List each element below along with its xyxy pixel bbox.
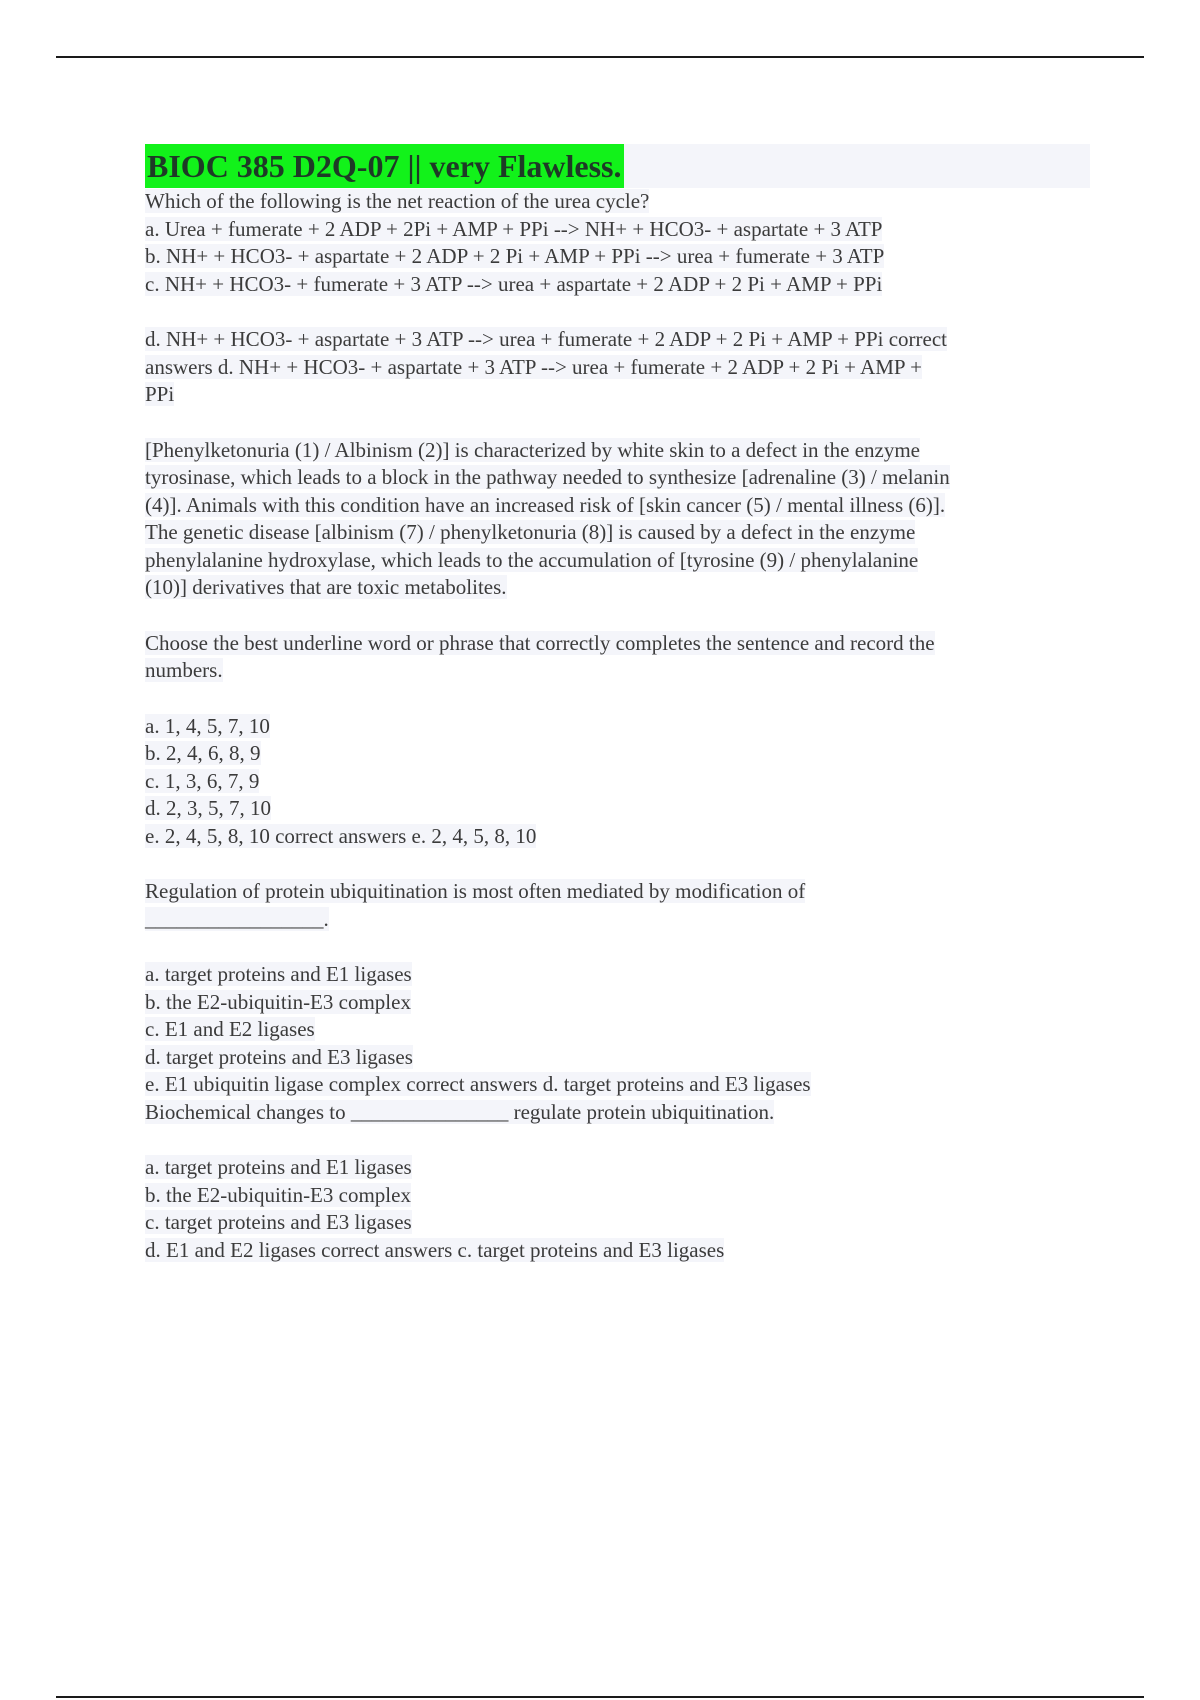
q2-options <box>145 713 1090 851</box>
q1-option-c: c. NH+ + HCO3- + fumerate + 3 ATP --> urea + aspartate + 2 ADP + 2 Pi + AMP + PPi <box>145 271 883 296</box>
document-body <box>145 144 1090 1264</box>
q4-options <box>145 1154 1090 1264</box>
q3-options <box>145 961 1090 1099</box>
list-item: d. E1 and E2 ligases correct answers c. target proteins and E3 ligases <box>145 1237 725 1262</box>
list-item: d. 2, 3, 5, 7, 10 <box>145 796 271 820</box>
list-item: c. 1, 3, 6, 7, 9 <box>145 768 260 793</box>
q1-question: Which of the following is the net reaction of the urea cycle? <box>145 189 650 213</box>
title-band <box>145 144 1090 188</box>
q3-question: Regulation of protein ubiquitination is most often mediated by modification of _________________. <box>145 879 806 931</box>
list-item: b. the E2-ubiquitin-E3 complex <box>145 989 411 1014</box>
header-rule <box>56 56 1144 58</box>
q2-instruction: Choose the best underline word or phrase that correctly completes the sentence and record the numbers. <box>145 630 935 682</box>
list-item: a. 1, 4, 5, 7, 10 <box>145 713 270 738</box>
list-item: b. 2, 4, 6, 8, 9 <box>145 741 261 765</box>
list-item: c. target proteins and E3 ligases <box>145 1210 412 1234</box>
list-item: d. target proteins and E3 ligases <box>145 1044 413 1069</box>
document-title: BIOC 385 D2Q-07 || very Flawless. <box>145 144 624 188</box>
list-item: e. 2, 4, 5, 8, 10 correct answers e. 2, 4, 5, 8, 10 <box>145 823 537 848</box>
footer-rule <box>56 1696 1144 1698</box>
q1-option-b: b. NH+ + HCO3- + aspartate + 2 ADP + 2 Pi + AMP + PPi --> urea + fumerate + 3 ATP <box>145 244 885 268</box>
list-item: a. target proteins and E1 ligases <box>145 962 412 986</box>
q2-passage: [Phenylketonuria (1) / Albinism (2)] is characterized by white skin to a defect in the enzyme tyrosinase, which leads to a block in the pathway needed to synthesize [adrenaline (3) / melanin (4)]. Animals with this condition have an increased risk of [skin cancer (5) / mental illness (6)]. The genetic disease [albinism (7) / phenylketonuria (8)] is caused by a defect in the enzyme phenylalanine hydroxylase, which leads to the accumulation of [tyrosine (9) / phenylalanine (10)] derivatives that are toxic metabolites. <box>145 437 950 599</box>
list-item: a. target proteins and E1 ligases <box>145 1155 412 1179</box>
q1-option-a: a. Urea + fumerate + 2 ADP + 2Pi + AMP + PPi --> NH+ + HCO3- + aspartate + 3 ATP <box>145 216 883 241</box>
list-item: e. E1 ubiquitin ligase complex correct answers d. target proteins and E3 ligases <box>145 1072 811 1096</box>
list-item: c. E1 and E2 ligases <box>145 1017 315 1041</box>
q4-question: Biochemical changes to _______________ regulate protein ubiquitination. <box>145 1099 775 1124</box>
q1-option-d: d. NH+ + HCO3- + aspartate + 3 ATP --> urea + fumerate + 2 ADP + 2 Pi + AMP + PPi correct answers d. NH+ + HCO3- + aspartate + 3 ATP --> urea + fumerate + 2 ADP + 2 Pi + AMP + PPi <box>145 327 947 406</box>
list-item: b. the E2-ubiquitin-E3 complex <box>145 1182 411 1207</box>
